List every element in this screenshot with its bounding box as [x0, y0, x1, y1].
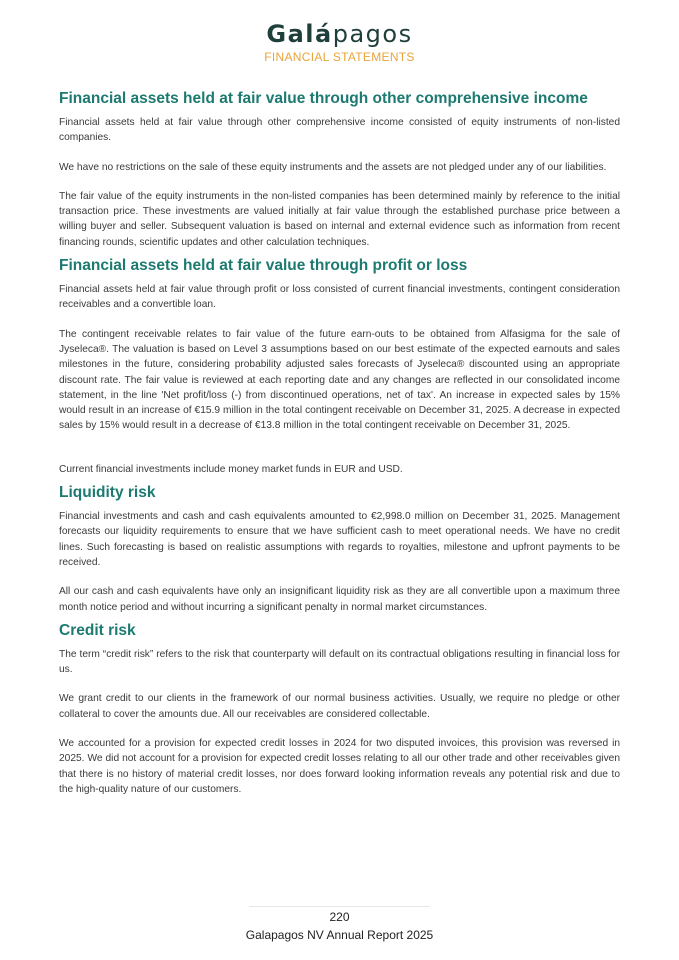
paragraph: We have no restrictions on the sale of these equity instruments and the assets are not pledged under any of our liabilities.	[59, 161, 607, 173]
paragraph: The term “credit risk” refers to the risk that counterparty will default on its contractual obligations resulting in financial loss for us.	[59, 648, 620, 676]
logo-light-part: pagos	[332, 20, 413, 48]
paragraph: The contingent receivable relates to fair value of the future earn-outs to be obtained from Alfasigma for the sale of Jyseleca®. The valuation is based on Level 3 assumptions based on our best estimate of the expected earnouts and sales milestones in the future, considering probability adjusted sales forecasts of Jyseleca® discounted using an appropriate discount rate. The fair value is reviewed at each reporting date and any changes are reflected in our consolidated income statement, in the line 'Net profit/loss (-) from discontinued operations, net of tax'. An increase in expected sales by 15% would result in an increase of €15.9 million in the total contingent receivable on December 31, 2025. A decrease in expected sales by 15% would result in a decrease of €13.8 million in the total contingent receivable on December 31, 2025.	[59, 328, 620, 432]
paragraph: All our cash and cash equivalents have only an insignificant liquidity risk as they are all convertible upon a maximum three month notice period and without incurring a significant penalty in normal market circumstances.	[59, 586, 620, 613]
page-header	[0, 20, 679, 65]
section-label: FINANCIAL STATEMENTS	[264, 50, 415, 64]
logo-bold-part: Galá	[266, 20, 333, 48]
heading-credit-risk: Credit risk	[59, 621, 136, 639]
spacer	[59, 448, 620, 462]
heading-fvtpl: Financial assets held at fair value through profit or loss	[59, 257, 468, 275]
paragraph: We grant credit to our clients in the framework of our normal business activities. Usually, we require no pledge or other collateral to cover the amounts due. All our receivables are considered collectable.	[59, 693, 620, 720]
heading-liquidity-risk: Liquidity risk	[59, 484, 156, 502]
paragraph: Current financial investments include money market funds in EUR and USD.	[59, 463, 403, 475]
paragraph: The fair value of the equity instruments in the non-listed companies has been determined mainly by reference to the initial transaction price. These investments are valued initially at fair value through the established purchase price between a willing buyer and seller. Subsequent valuation is based on internal and external evidence such as information from recent financing rounds, scientific updates and other calculation techniques.	[59, 190, 620, 248]
page-number: 220	[249, 906, 429, 927]
report-title: Galapagos NV Annual Report 2025	[245, 928, 434, 942]
paragraph: Financial assets held at fair value through profit or loss consisted of current financial investments, contingent consideration receivables and a convertible loan.	[59, 284, 620, 311]
paragraph: We accounted for a provision for expected credit losses in 2024 for two disputed invoices, this provision was reversed in 2025. We did not account for a provision for expected credit losses relating to all our other trade and other receivables given that there is no history of material credit losses, nor does forward looking information reveals any potential risk and due to the high-quality nature of our customers.	[59, 738, 620, 795]
heading-fvoci: Financial assets held at fair value through other comprehensive income	[59, 90, 588, 107]
page-footer	[0, 906, 679, 943]
paragraph: Financial assets held at fair value through other comprehensive income consisted of equity instruments of non-listed companies.	[59, 117, 620, 144]
document-body	[59, 89, 620, 811]
paragraph: Financial investments and cash and cash equivalents amounted to €2,998.0 million on December 31, 2025. Management forecasts our liquidity requirements to ensure that we have sufficient cash to meet operational needs. We have no credit lines. Such forecasting is based on realistic assumptions with regards to royalties, milestone and upfront payments to be received.	[59, 511, 620, 568]
galapagos-logo	[0, 20, 679, 48]
